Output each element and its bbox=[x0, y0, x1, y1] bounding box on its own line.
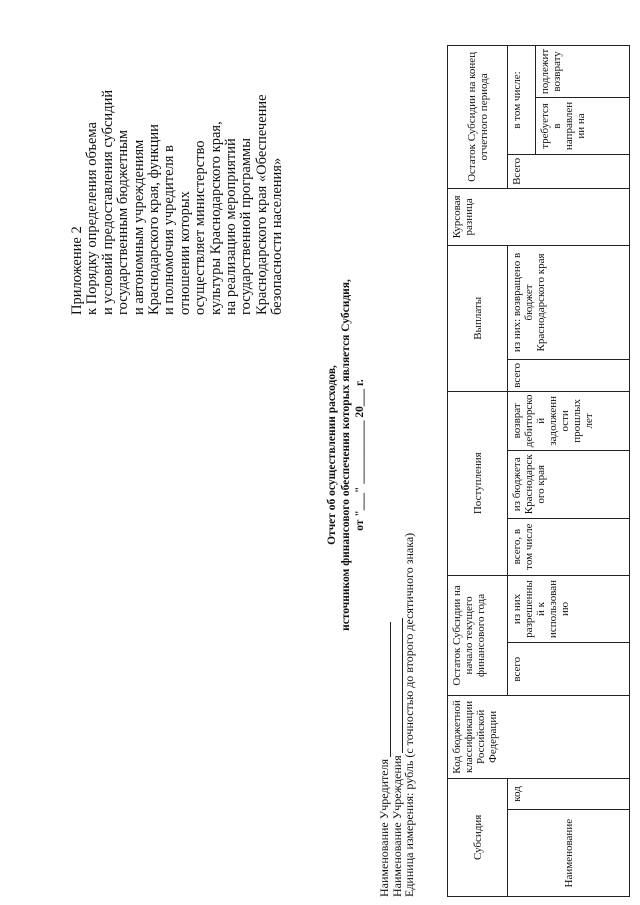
report-title-line-2: источником финансового обеспечения которых является Субсидия, bbox=[340, 279, 352, 631]
founder-fill-line bbox=[380, 622, 391, 757]
appendix-line: к Порядку определения объема bbox=[84, 122, 101, 315]
to-return-header: подлежит возврату bbox=[536, 46, 630, 98]
report-title-line-1: Отчет об осуществлении расходов, bbox=[326, 365, 338, 545]
subsidy-header: Субсидия bbox=[448, 778, 508, 896]
receipts-debt-return-header: возврат дебиторской задолженности прошлых лет bbox=[508, 391, 630, 450]
balance-end-incl-header: в том числе: bbox=[508, 46, 536, 155]
appendix-line: Краснодарского края «Обеспечение bbox=[253, 94, 270, 315]
appendix-line: государственным бюджетным bbox=[115, 129, 132, 315]
code-header: код bbox=[508, 778, 630, 810]
balance-start-header: Остаток Субсидии на начало текущего финансового года bbox=[448, 575, 508, 695]
appendix-line: безопасности населения» bbox=[269, 157, 286, 315]
appendix-line: государственной программы bbox=[238, 138, 255, 315]
appendix-line: и автономным учреждениям bbox=[130, 139, 147, 315]
appendix-line: и полномочия учредителя в bbox=[161, 145, 178, 315]
report-date-line: от "___" ___________ 20___ г. bbox=[354, 379, 366, 531]
exchange-difference-header: Курсовая разница bbox=[448, 188, 630, 245]
unit-row bbox=[403, 417, 416, 897]
budget-code-header: Код бюджетной классификации Российской Федерации bbox=[448, 696, 630, 778]
receipts-total-header: всего, в том числе bbox=[508, 518, 630, 575]
balance-end-total-header: Всего bbox=[508, 155, 630, 189]
appendix-line: на реализацию мероприятий bbox=[223, 138, 240, 315]
founder-row bbox=[378, 417, 391, 897]
appendix-header bbox=[70, 0, 286, 315]
receipts-from-budget-header: из бюджета Краснодарского края bbox=[508, 450, 630, 518]
appendix-line: отношении которых bbox=[176, 191, 193, 315]
unit-label: Единица измерения: рубль (с точностью до второго десятичного знака) bbox=[402, 532, 416, 897]
balance-start-total-header: всего bbox=[508, 643, 630, 696]
name-header: Наименование bbox=[508, 810, 630, 897]
requires-direction-header: требуется в направлении на bbox=[536, 97, 630, 154]
appendix-line: Краснодарского края, функции bbox=[146, 124, 163, 315]
report-table bbox=[447, 45, 630, 897]
report-meta bbox=[378, 417, 416, 897]
appendix-line: осуществляет министерство bbox=[192, 140, 209, 315]
payments-total-header: всего bbox=[508, 360, 630, 392]
institution-label: Наименование Учреждения bbox=[389, 755, 404, 897]
appendix-line: Приложение 2 bbox=[69, 226, 85, 315]
founder-label: Наименование Учредителя bbox=[377, 758, 391, 897]
balance-end-header: Остаток Субсидии на конец отчетного периода bbox=[448, 46, 508, 189]
receipts-header: Поступления bbox=[448, 391, 508, 575]
report-title bbox=[325, 155, 367, 755]
appendix-line: и условий предоставления субсидий bbox=[99, 89, 116, 315]
appendix-line: культуры Краснодарского края, bbox=[207, 121, 224, 315]
payments-returned-header: из них: возвращено в бюджет Краснодарского края bbox=[508, 245, 630, 359]
payments-header: Выплаты bbox=[448, 245, 508, 391]
balance-start-allowed-header: из них разрешенный к использованию bbox=[508, 575, 630, 643]
